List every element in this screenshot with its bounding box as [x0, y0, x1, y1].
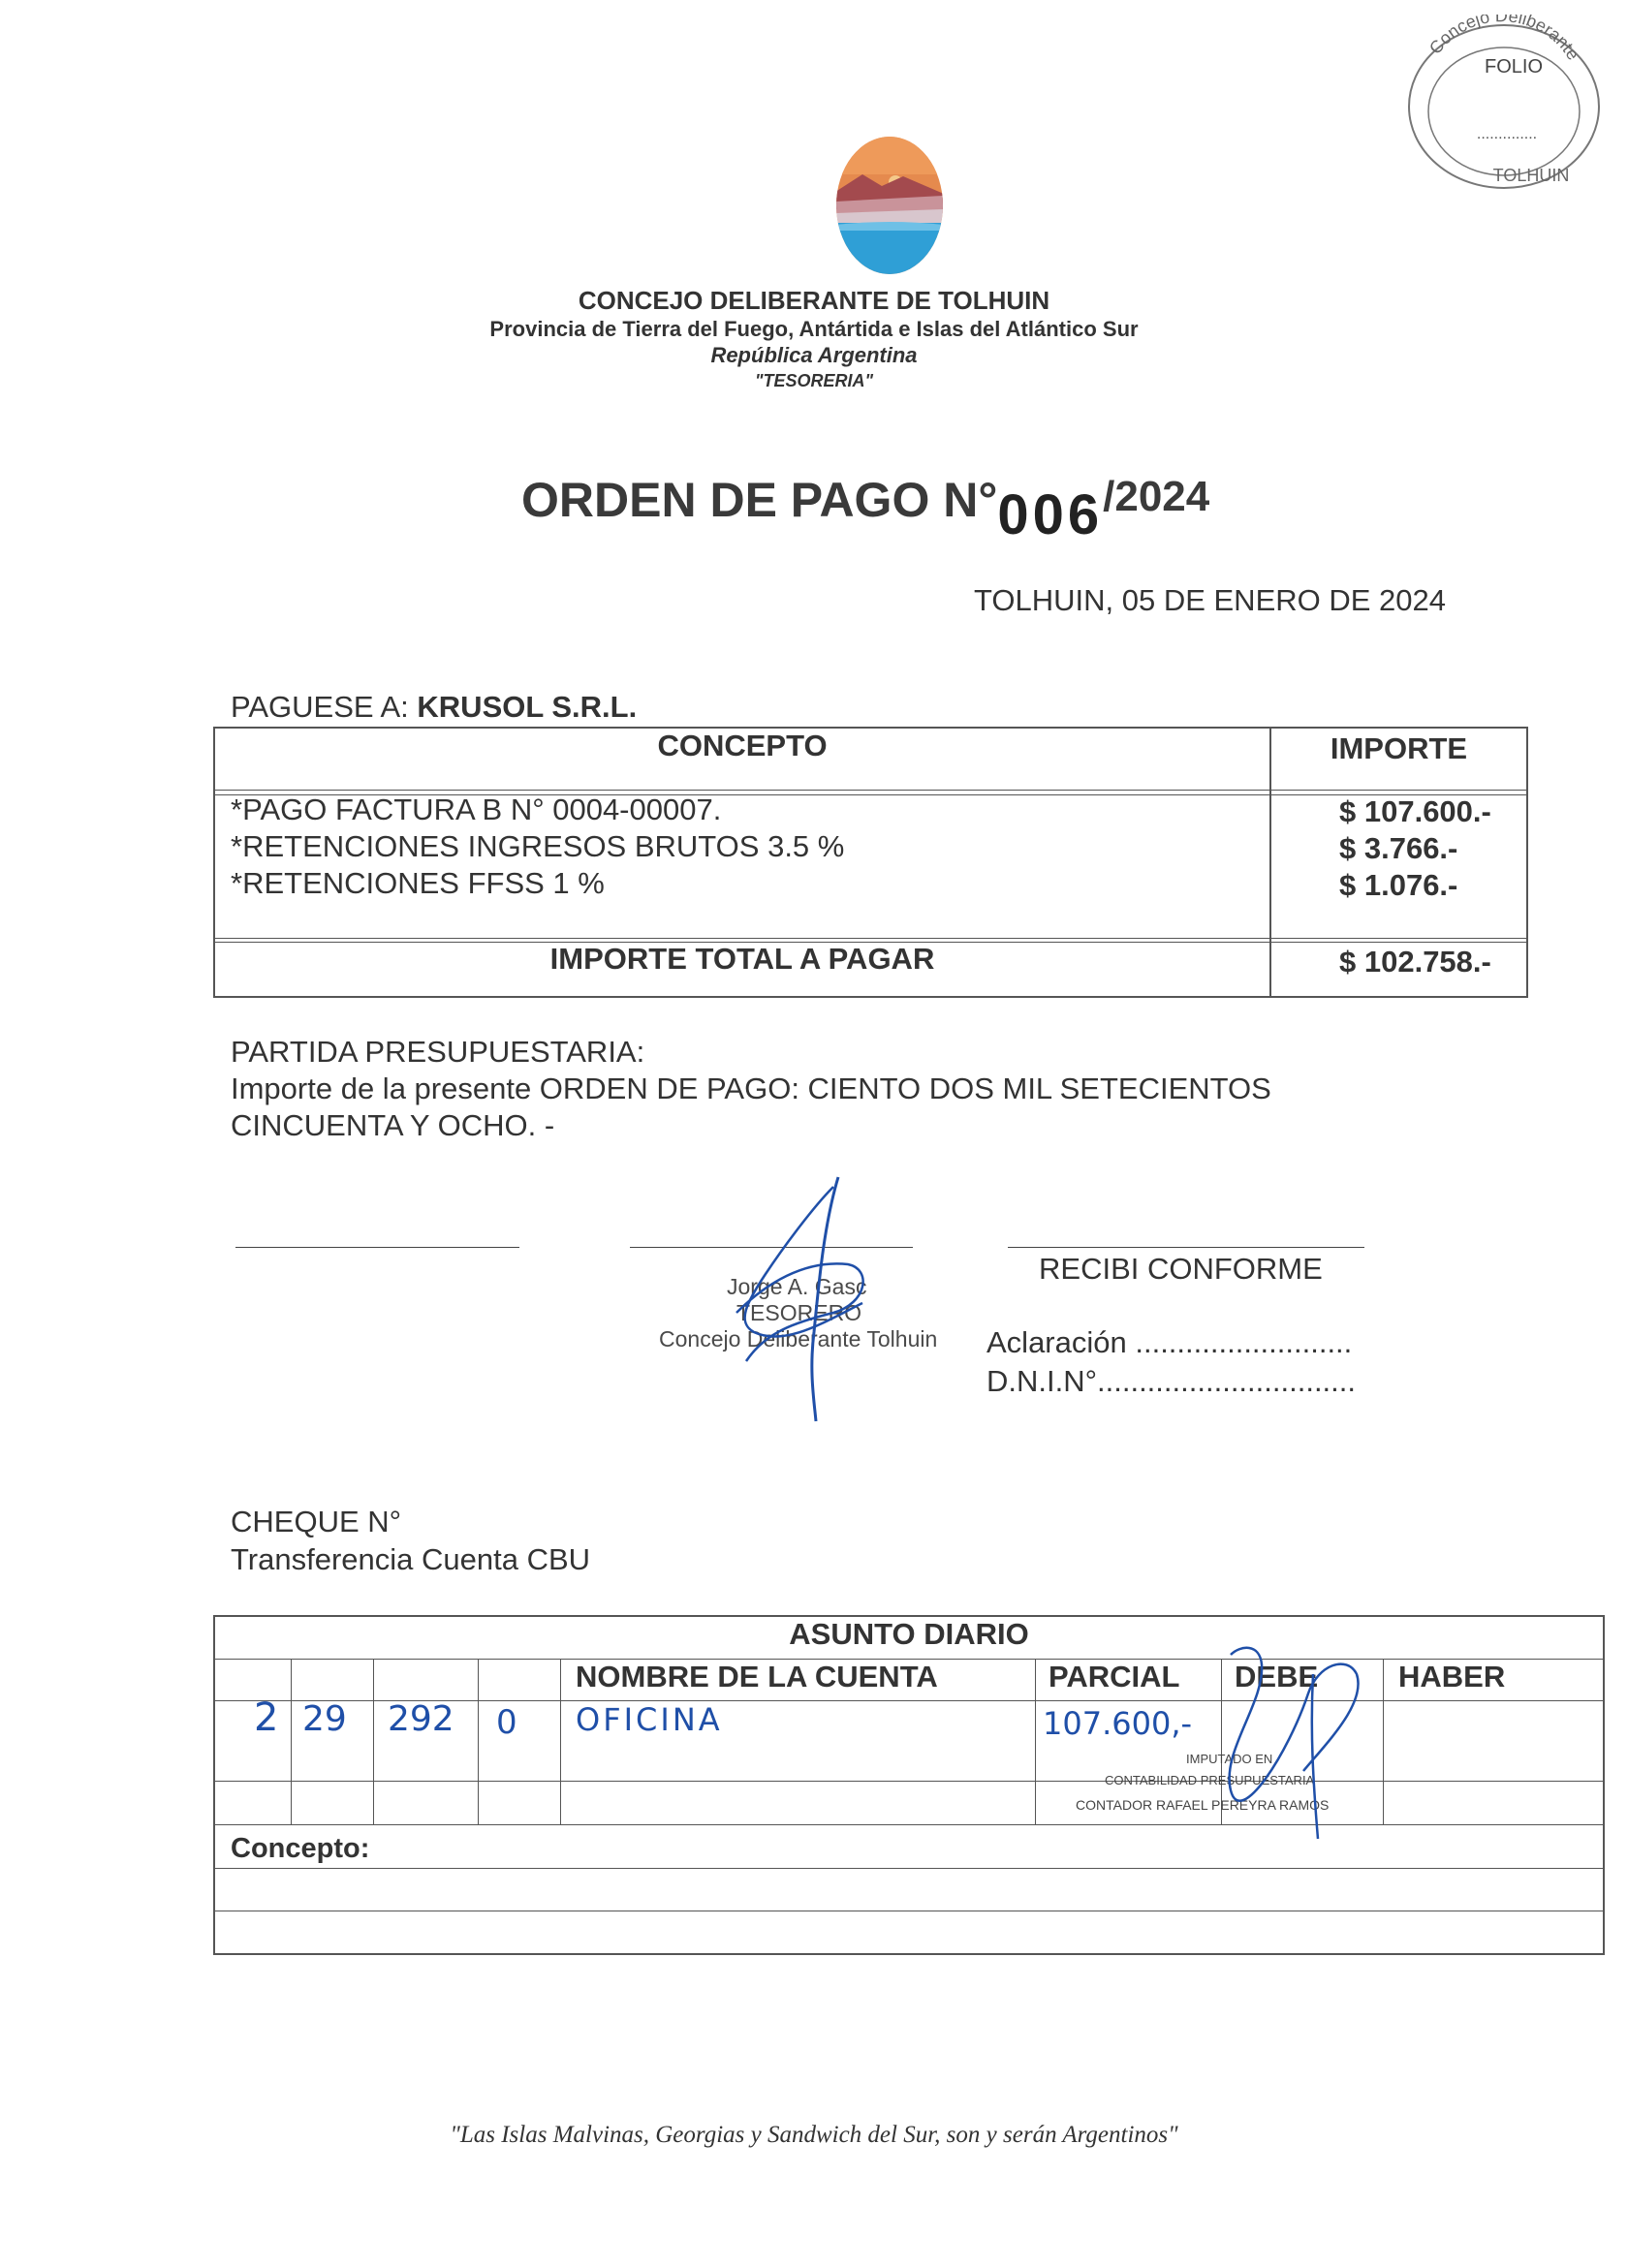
hand-code-1: 2 [254, 1695, 279, 1740]
province-line: Provincia de Tierra del Fuego, Antártida e Islas del Atlántico Sur [489, 317, 1139, 341]
budget-label: PARTIDA PRESUPUESTARIA: [231, 1035, 645, 1069]
hand-amount: 107.600,- [1043, 1705, 1193, 1742]
concept-row-3: *RETENCIONES FFSS 1 % [231, 866, 605, 900]
tesorero-org: Concejo Deliberante Tolhuin [659, 1326, 938, 1351]
amount-row-2: $ 3.766.- [1339, 831, 1458, 865]
hand-code-2: 29 [302, 1699, 347, 1739]
amount-row-3: $ 1.076.- [1339, 868, 1458, 902]
receipt-title: RECIBI CONFORME [1039, 1252, 1323, 1286]
hand-code-4: 0 [496, 1703, 517, 1742]
payee-name: KRUSOL S.R.L. [417, 690, 638, 724]
col-concept-header: CONCEPTO [657, 729, 828, 762]
order-number: 006 [997, 483, 1104, 546]
country-line: República Argentina [710, 343, 918, 367]
receipt-dni: D.N.I.N°............................... [986, 1364, 1357, 1398]
concept-row-2: *RETENCIONES INGRESOS BRUTOS 3.5 % [231, 829, 845, 863]
concept-label: Concepto: [231, 1833, 370, 1864]
col-amount-header: IMPORTE [1330, 731, 1468, 765]
order-date: TOLHUIN, 05 DE ENERO DE 2024 [974, 583, 1446, 617]
payee-label: PAGUESE A: [231, 690, 409, 724]
institution-title: CONCEJO DELIBERANTE DE TOLHUIN [578, 286, 1050, 315]
tesorero-role: TESORERO [736, 1300, 862, 1325]
col-haber: HABER [1398, 1660, 1506, 1693]
col-debe: DEBE [1235, 1660, 1319, 1693]
folio-stamp [1395, 15, 1613, 194]
handwritten-signature [678, 1167, 911, 1429]
folio-label: FOLIO [1484, 56, 1544, 78]
hand-code-3: 292 [388, 1699, 454, 1739]
signature-line-3 [1008, 1247, 1364, 1248]
footer-quote: "Las Islas Malvinas, Georgias y Sandwich del Sur, son y serán Argentinos" [450, 2122, 1178, 2148]
budget-line-1: Importe de la presente ORDEN DE PAGO: CIENTO DOS MIL SETECIENTOS [231, 1072, 1271, 1105]
total-label: IMPORTE TOTAL A PAGAR [549, 942, 935, 976]
tesorero-name: Jorge A. Gasc [727, 1274, 867, 1299]
diario-title: ASUNTO DIARIO [789, 1617, 1029, 1651]
total-amount: $ 102.758.- [1339, 945, 1491, 979]
hand-account: OFICINA [576, 1701, 723, 1738]
cheque-label: CHEQUE N° [231, 1505, 402, 1538]
budget-line-2: CINCUENTA Y OCHO. - [231, 1108, 555, 1142]
order-prefix: ORDEN DE PAGO N° [521, 473, 998, 527]
accountant-signature [1202, 1635, 1376, 1849]
order-year: /2024 [1103, 473, 1210, 520]
col-account-name: NOMBRE DE LA CUENTA [576, 1660, 938, 1693]
stamp-line-1: IMPUTADO EN [1186, 1752, 1273, 1766]
col-partial: PARCIAL [1049, 1660, 1180, 1693]
folio-dots: .............. [1476, 126, 1538, 142]
department-line: "TESORERIA" [754, 371, 874, 390]
receipt-aclaracion: Aclaración .......................... [986, 1325, 1353, 1359]
folio-bottom-text: TOLHUIN [1492, 166, 1570, 185]
transfer-label: Transferencia Cuenta CBU [231, 1542, 591, 1576]
signature-line-1 [235, 1247, 519, 1248]
concejo-logo [835, 136, 944, 275]
stamp-line-2: CONTABILIDAD PRESUPUESTARIA [1105, 1773, 1315, 1787]
payee-line [231, 690, 637, 725]
folio-top-text: Concejo Deliberante [1424, 15, 1583, 64]
order-title [521, 465, 1210, 546]
concept-row-1: *PAGO FACTURA B N° 0004-00007. [231, 792, 722, 826]
stamp-line-3: CONTADOR RAFAEL PEREYRA RAMOS [1076, 1797, 1330, 1813]
amount-row-1: $ 107.600.- [1339, 794, 1491, 828]
